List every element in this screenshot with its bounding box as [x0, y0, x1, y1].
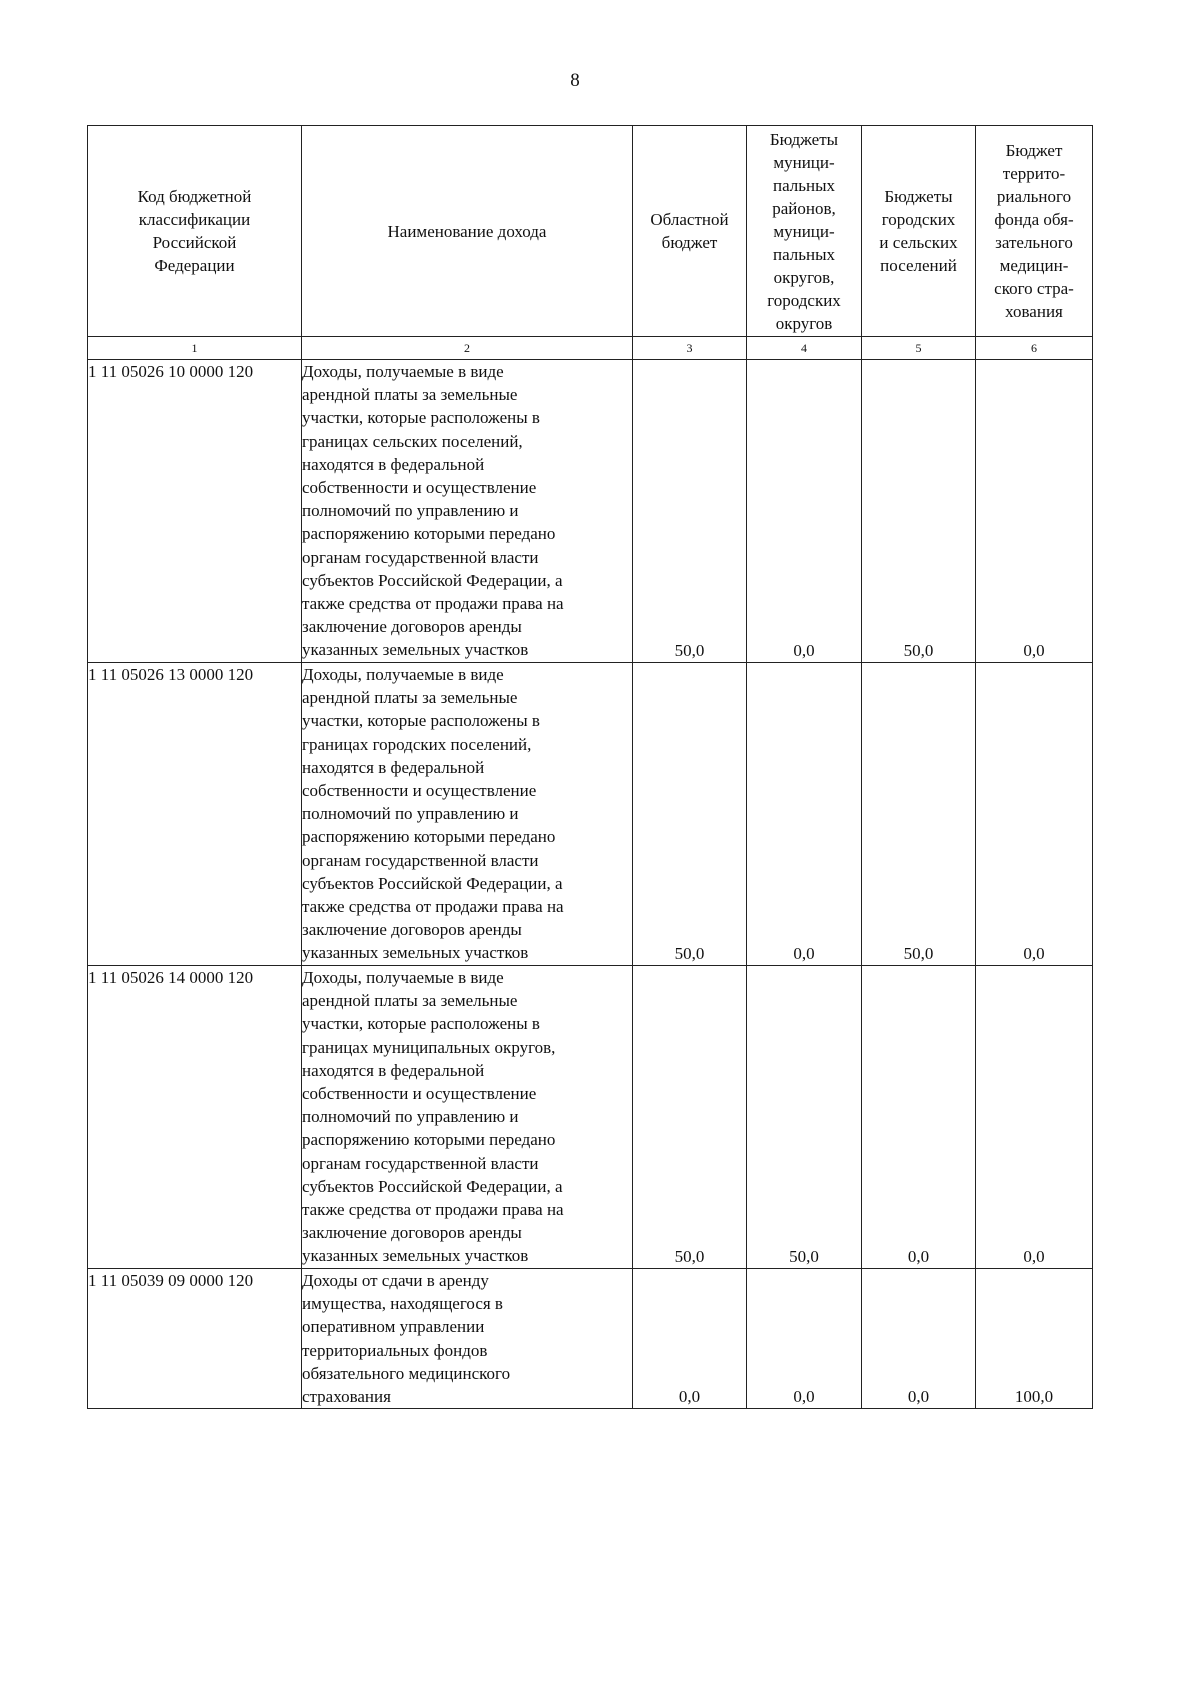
budget-code: 1 11 05026 13 0000 120	[88, 663, 302, 966]
header-settlement-budgets: Бюджеты городских и сельских поселений	[862, 126, 976, 337]
revenue-name: Доходы, получаемые в виде арендной платы за земельные участки, которые расположены в границах муниципальных округов, находятся в федеральной собственности и осуществление полномочий по управлению и распоряжению которыми передано органам государственной власти субъектов Российской Федерации, а также средства от продажи права на заключение договоров аренды указанных земельных участков	[302, 966, 633, 1269]
municipal-budget-value: 50,0	[747, 966, 862, 1269]
budget-revenue-table	[87, 125, 1093, 1409]
column-number: 3	[633, 337, 747, 360]
municipal-budget-value: 0,0	[747, 663, 862, 966]
budget-code: 1 11 05026 14 0000 120	[88, 966, 302, 1269]
table-row	[88, 663, 1093, 966]
revenue-name: Доходы, получаемые в виде арендной платы за земельные участки, которые расположены в границах сельских поселений, находятся в федеральной собственности и осуществление полномочий по управлению и распоряжению которыми передано органам государственной власти субъектов Российской Федерации, а также средства от продажи права на заключение договоров аренды указанных земельных участков	[302, 360, 633, 663]
header-medical-insurance-fund: Бюджет террито- риального фонда обя- зательного медицин- ского стра- хования	[976, 126, 1093, 337]
settlement-budget-value: 0,0	[862, 1269, 976, 1409]
column-number-row	[88, 337, 1093, 360]
revenue-name: Доходы, получаемые в виде арендной платы за земельные участки, которые расположены в границах городских поселений, находятся в федеральной собственности и осуществление полномочий по управлению и распоряжению которыми передано органам государственной власти субъектов Российской Федерации, а также средства от продажи права на заключение договоров аренды указанных земельных участков	[302, 663, 633, 966]
budget-code: 1 11 05039 09 0000 120	[88, 1269, 302, 1409]
table-row	[88, 966, 1093, 1269]
settlement-budget-value: 50,0	[862, 360, 976, 663]
column-number: 4	[747, 337, 862, 360]
regional-budget-value: 50,0	[633, 360, 747, 663]
header-municipal-budgets: Бюджеты муници- пальных районов, муници- пальных округов, городских округов	[747, 126, 862, 337]
page-number: 8	[570, 70, 580, 91]
column-number: 5	[862, 337, 976, 360]
medical-fund-value: 0,0	[976, 663, 1093, 966]
column-number: 6	[976, 337, 1093, 360]
municipal-budget-value: 0,0	[747, 1269, 862, 1409]
medical-fund-value: 0,0	[976, 966, 1093, 1269]
table-row	[88, 1269, 1093, 1409]
column-number: 2	[302, 337, 633, 360]
settlement-budget-value: 50,0	[862, 663, 976, 966]
revenue-name: Доходы от сдачи в аренду имущества, находящегося в оперативном управлении территориальных фондов обязательного медицинского страхования	[302, 1269, 633, 1409]
header-regional-budget: Областной бюджет	[633, 126, 747, 337]
table-row	[88, 360, 1093, 663]
medical-fund-value: 0,0	[976, 360, 1093, 663]
column-number: 1	[88, 337, 302, 360]
header-code: Код бюджетной классификации Российской Федерации	[88, 126, 302, 337]
medical-fund-value: 100,0	[976, 1269, 1093, 1409]
regional-budget-value: 50,0	[633, 663, 747, 966]
header-row	[88, 126, 1093, 337]
municipal-budget-value: 0,0	[747, 360, 862, 663]
header-revenue-name: Наименование дохода	[302, 126, 633, 337]
budget-code: 1 11 05026 10 0000 120	[88, 360, 302, 663]
regional-budget-value: 0,0	[633, 1269, 747, 1409]
settlement-budget-value: 0,0	[862, 966, 976, 1269]
regional-budget-value: 50,0	[633, 966, 747, 1269]
